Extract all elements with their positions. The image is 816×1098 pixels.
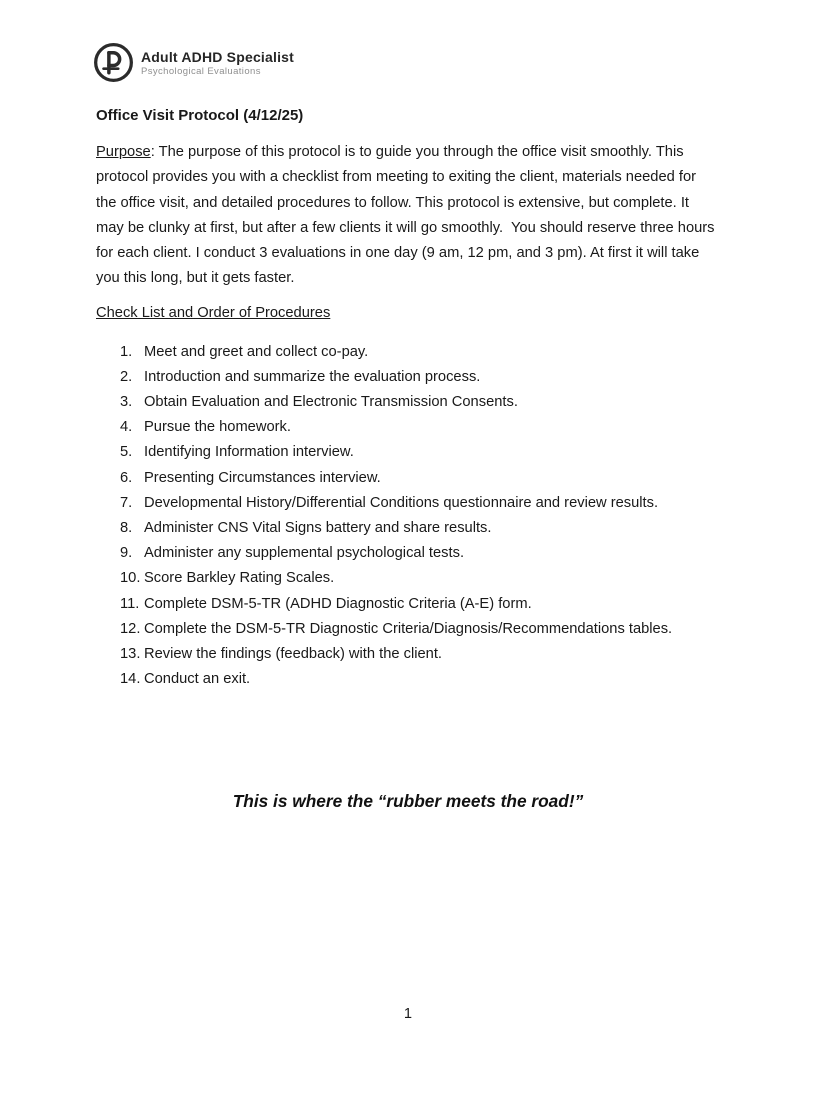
list-item bbox=[96, 365, 720, 390]
document-title: Office Visit Protocol (4/12/25) bbox=[96, 107, 304, 124]
list-item-text: Obtain Evaluation and Electronic Transmission Consents. bbox=[144, 394, 518, 411]
list-item-text: Conduct an exit. bbox=[144, 671, 251, 688]
brand-text bbox=[141, 49, 294, 77]
document-page bbox=[0, 42, 816, 814]
purpose-text: : The purpose of this protocol is to guide you through the office visit smoothly. This protocol provides you with a checklist from meeting to exiting the client, materials needed for the office visit, and detailed procedures to follow. This protocol is extensive, but complete. It may be clunky at first, but after a few clients it will go smoothly. You should reserve three hours for each client. I conduct 3 evaluations in one day (9 am, 12 pm, and 3 pm). At first it will take you this long, but it gets faster. bbox=[96, 144, 719, 287]
list-item-text: Administer any supplemental psychological tests. bbox=[144, 545, 465, 562]
list-item bbox=[96, 566, 720, 591]
list-item-number: 10. bbox=[120, 570, 141, 587]
list-item-number: 6. bbox=[120, 469, 133, 486]
list-item-number: 7. bbox=[120, 494, 133, 511]
checklist-heading: Check List and Order of Procedures bbox=[96, 305, 331, 322]
brand-name: Adult ADHD Specialist bbox=[141, 48, 295, 65]
list-item bbox=[96, 617, 720, 642]
list-item-number: 8. bbox=[120, 520, 133, 537]
emphasis-line: This is where the “rubber meets the road!” bbox=[232, 791, 584, 812]
list-item-number: 9. bbox=[120, 545, 133, 562]
brand-tagline: Psychological Evaluations bbox=[141, 65, 261, 77]
list-item-text: Pursue the homework. bbox=[144, 419, 291, 436]
list-item bbox=[96, 541, 720, 566]
list-item bbox=[96, 390, 720, 415]
list-item bbox=[96, 516, 720, 541]
list-item bbox=[96, 415, 720, 440]
page-number: 1 bbox=[403, 1006, 413, 1022]
list-item-text: Complete DSM-5-TR (ADHD Diagnostic Criteria (A-E) form. bbox=[144, 595, 532, 612]
list-item-text: Review the findings (feedback) with the client. bbox=[144, 646, 442, 663]
checklist bbox=[96, 340, 720, 693]
list-item bbox=[96, 592, 720, 617]
list-item-text: Identifying Information interview. bbox=[144, 444, 354, 461]
list-item-number: 5. bbox=[120, 444, 133, 461]
list-item-text: Score Barkley Rating Scales. bbox=[144, 570, 335, 587]
list-item-number: 4. bbox=[120, 419, 133, 436]
list-item-text: Meet and greet and collect co-pay. bbox=[144, 343, 369, 360]
list-item-text: Developmental History/Differential Conditions questionnaire and review results. bbox=[144, 494, 659, 511]
list-item-text: Complete the DSM-5-TR Diagnostic Criteria/Diagnosis/Recommendations tables. bbox=[144, 620, 673, 637]
list-item bbox=[96, 340, 720, 365]
list-item-number: 12. bbox=[120, 620, 141, 637]
list-item-number: 14. bbox=[120, 671, 141, 688]
list-item bbox=[96, 667, 720, 692]
list-item bbox=[96, 466, 720, 491]
list-item-text: Administer CNS Vital Signs battery and share results. bbox=[144, 520, 492, 537]
list-item-text: Presenting Circumstances interview. bbox=[144, 469, 381, 486]
list-item-number: 13. bbox=[120, 646, 141, 663]
list-item bbox=[96, 642, 720, 667]
list-item-number: 11. bbox=[120, 595, 140, 612]
adhd-specialist-monogram-icon bbox=[93, 42, 134, 83]
purpose-paragraph bbox=[96, 140, 720, 291]
purpose-label: Purpose bbox=[96, 144, 151, 161]
list-item bbox=[96, 440, 720, 465]
list-item-number: 3. bbox=[120, 394, 133, 411]
list-item-number: 1. bbox=[120, 343, 133, 360]
list-item bbox=[96, 491, 720, 516]
list-item-number: 2. bbox=[120, 368, 133, 385]
list-item-text: Introduction and summarize the evaluation process. bbox=[144, 368, 481, 385]
brand-logo bbox=[93, 42, 720, 83]
